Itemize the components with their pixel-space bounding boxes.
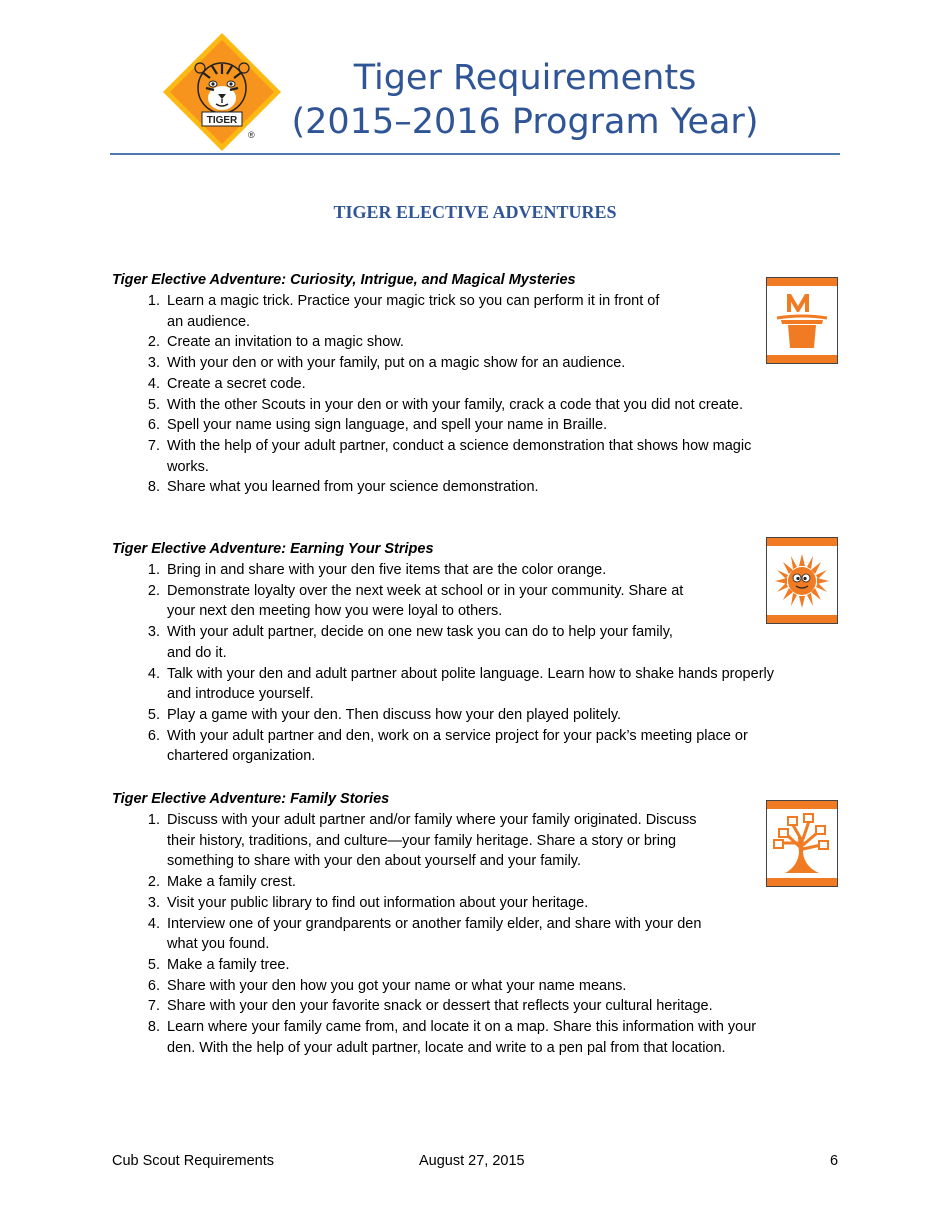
requirement-number: 1. <box>147 293 160 309</box>
requirement-text-line: Bring in and share with your den five items that are the color orange. <box>167 562 607 578</box>
requirement-item <box>112 622 842 663</box>
requirement-text-line: Play a game with your den. Then discuss how your den played politely. <box>167 706 622 723</box>
requirement-item <box>112 955 842 976</box>
requirement-item <box>112 374 842 395</box>
requirement-list <box>112 560 842 767</box>
requirement-text-line: Demonstrate loyalty over the next week at school or in your community. Share at <box>167 582 684 599</box>
requirement-text-line: Make a family tree. <box>167 956 290 973</box>
page-title-line1: Tiger Requirements <box>353 58 697 98</box>
requirement-number: 4. <box>147 375 160 392</box>
page-title <box>290 56 760 144</box>
adventure-title: Tiger Elective Adventure: Curiosity, Intrigue, and Magical Mysteries <box>112 272 576 288</box>
requirement-item <box>112 726 842 767</box>
requirement-text-line: your next den meeting how you were loyal to others. <box>167 603 503 620</box>
footer-date: August 27, 2015 <box>419 1153 525 1169</box>
magic-hat-icon <box>773 290 831 352</box>
requirement-item <box>112 664 842 705</box>
requirement-number: 2. <box>147 582 160 599</box>
requirement-text-line: an audience. <box>167 313 251 330</box>
requirement-text-line: Spell your name using sign language, and spell your name in Braille. <box>167 417 608 434</box>
requirement-item <box>112 395 842 416</box>
requirement-number: 8. <box>147 1019 160 1036</box>
footer-page-number: 6 <box>830 1153 839 1169</box>
requirement-number: 7. <box>147 998 160 1015</box>
adventure-earning-your-stripes <box>112 539 842 767</box>
page-title-line2: (2015–2016 Program Year) <box>291 102 759 142</box>
badge-magical-mysteries <box>766 277 838 364</box>
requirement-item <box>112 914 842 955</box>
requirement-list <box>112 291 842 498</box>
requirement-text-line: Visit your public library to find out information about your heritage. <box>167 894 589 911</box>
requirement-text-line: Learn where your family came from, and locate it on a map. Share this information with your <box>167 1019 757 1036</box>
adventure-magical-mysteries <box>112 270 842 498</box>
svg-text:TIGER: TIGER <box>206 115 238 126</box>
requirement-text-line: With your adult partner, decide on one new task you can do to help your family, <box>167 624 673 641</box>
badge-earning-your-stripes <box>766 537 838 624</box>
requirement-text-line: Discuss with your adult partner and/or family where your family originated. Discuss <box>167 812 697 828</box>
badge-family-stories <box>766 800 838 887</box>
requirement-number: 2. <box>147 334 160 351</box>
requirement-number: 3. <box>147 894 160 911</box>
requirement-item <box>112 893 842 914</box>
requirement-item <box>112 705 842 726</box>
requirement-item <box>112 872 842 893</box>
requirement-text-line: chartered organization. <box>167 748 316 765</box>
requirement-item <box>112 291 842 332</box>
requirement-list <box>112 810 842 1058</box>
requirement-item <box>112 810 842 872</box>
requirement-text-line: With the other Scouts in your den or with your family, crack a code that you did not create. <box>167 396 743 413</box>
requirement-number: 6. <box>147 727 160 744</box>
section-heading: TIGER ELECTIVE ADVENTURES <box>333 202 617 222</box>
requirement-text-line: Share what you learned from your science demonstration. <box>167 479 539 496</box>
requirement-text-line: Share with your den how you got your name or what your name means. <box>167 977 627 994</box>
tiger-rank-logo <box>162 32 282 152</box>
requirement-text-line: and do it. <box>167 644 227 661</box>
tiger-diamond-icon <box>162 32 282 152</box>
requirement-text-line: Share with your den your favorite snack or dessert that reflects your cultural heritage. <box>167 998 713 1015</box>
requirement-item <box>112 560 842 581</box>
requirement-text-line: Create an invitation to a magic show. <box>167 334 404 351</box>
requirement-number: 1. <box>147 812 160 828</box>
requirement-text-line: works. <box>167 458 209 475</box>
requirement-number: 7. <box>147 437 160 454</box>
requirement-text-line: Make a family crest. <box>167 874 296 891</box>
header-divider <box>110 153 840 155</box>
requirement-text-line: Talk with your den and adult partner about polite language. Learn how to shake hands properly <box>167 665 774 682</box>
requirement-text-line: Learn a magic trick. Practice your magic trick so you can perform it in front of <box>167 293 660 309</box>
requirement-number: 5. <box>147 956 160 973</box>
requirement-number: 6. <box>147 977 160 994</box>
requirement-text-line: With your den or with your family, put on a magic show for an audience. <box>167 355 626 372</box>
requirement-number: 3. <box>147 355 160 372</box>
requirement-text-line: their history, traditions, and culture—your family heritage. Share a story or bring <box>167 832 677 849</box>
family-tree-icon <box>773 813 831 875</box>
requirement-text-line: something to share with your den about yourself and your family. <box>167 853 582 870</box>
requirement-text-line: Interview one of your grandparents or another family elder, and share with your den <box>167 915 702 932</box>
requirement-number: 8. <box>147 479 160 496</box>
smiling-sun-icon <box>773 550 831 612</box>
requirement-number: 5. <box>147 396 160 413</box>
requirement-item <box>112 581 842 622</box>
svg-text:®: ® <box>248 130 255 140</box>
adventure-title: Tiger Elective Adventure: Family Stories <box>112 791 390 807</box>
requirement-item <box>112 1017 842 1058</box>
requirement-item <box>112 353 842 374</box>
requirement-item <box>112 976 842 997</box>
requirement-item <box>112 996 842 1017</box>
requirement-number: 5. <box>147 706 160 723</box>
requirement-text-line: and introduce yourself. <box>167 686 314 703</box>
requirement-item <box>112 332 842 353</box>
requirement-text-line: With your adult partner and den, work on a service project for your pack’s meeting place or <box>167 727 748 744</box>
requirement-item <box>112 477 842 498</box>
requirement-item <box>112 415 842 436</box>
requirement-text-line: den. With the help of your adult partner, locate and write to a pen pal from that location. <box>167 1039 726 1056</box>
requirement-number: 6. <box>147 417 160 434</box>
requirement-number: 2. <box>147 874 160 891</box>
requirement-item <box>112 436 842 477</box>
footer-document-name: Cub Scout Requirements <box>112 1153 274 1169</box>
requirement-text-line: Create a secret code. <box>167 375 306 392</box>
requirement-number: 4. <box>147 665 160 682</box>
requirement-text-line: With the help of your adult partner, conduct a science demonstration that shows how magic <box>167 437 752 454</box>
adventure-title: Tiger Elective Adventure: Earning Your Stripes <box>112 541 434 557</box>
adventure-family-stories <box>112 789 842 1058</box>
requirement-number: 4. <box>147 915 160 932</box>
requirement-number: 1. <box>147 562 160 578</box>
requirement-text-line: what you found. <box>167 936 270 953</box>
requirement-number: 3. <box>147 624 160 641</box>
